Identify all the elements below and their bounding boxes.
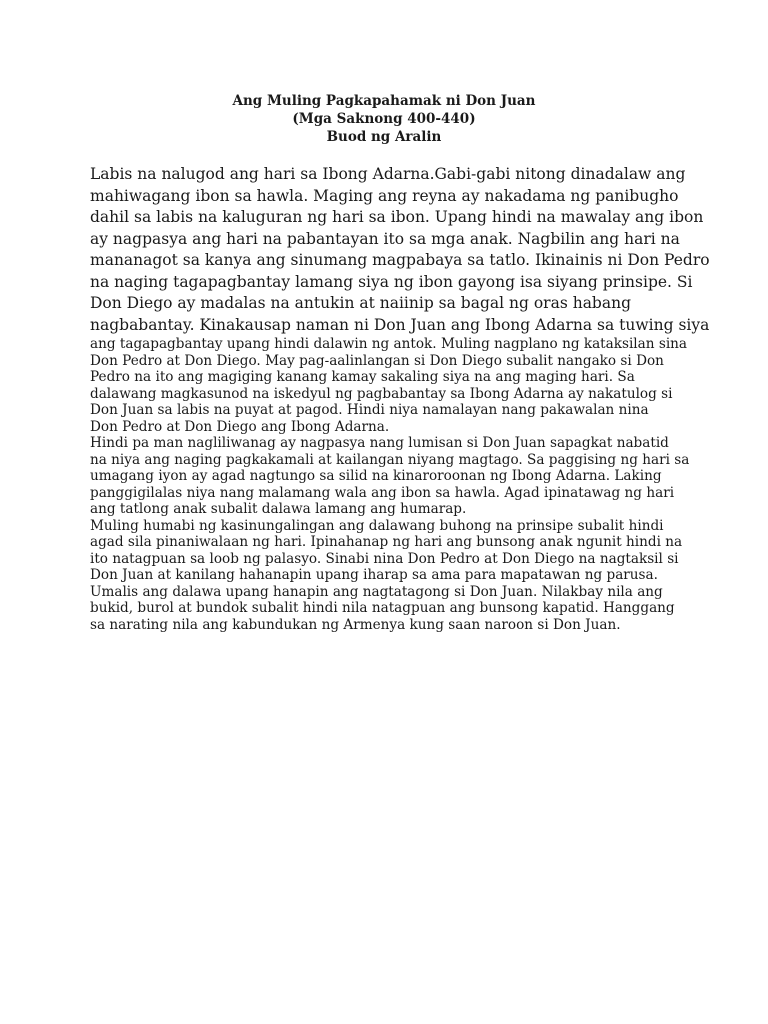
text-line: dalawang magkasunod na iskedyul ng pagbabantay sa Ibong Adarna ay nakatulog si (90, 385, 673, 402)
document-subtitle: (Mga Saknong 400-440) (292, 111, 476, 127)
paragraph-1-small (90, 336, 690, 435)
text-line: nagbabantay. Kinakausap naman ni Don Juan ang Ibong Adarna sa tuwing siya (90, 315, 710, 334)
text-line: na naging tagapagbantay lamang siya ng ibon gayong isa siyang prinsipe. Si (90, 272, 693, 291)
text-line: mananagot sa kanya ang sinumang magpabaya sa tatlo. Ikinainis ni Don Pedro (90, 251, 710, 269)
document-heading (0, 92, 768, 146)
paragraph-2 (90, 435, 690, 518)
document-section-label: Buod ng Aralin (326, 129, 442, 145)
text-line: Pedro na ito ang magiging kanang kamay sakaling siya na ang maging hari. Sa (90, 369, 635, 385)
text-line: Hindi pa man nagliliwanag ay nagpasya nang lumisan si Don Juan sapagkat nabatid (90, 435, 669, 451)
text-line: Muling humabi ng kasinungalingan ang dalawang buhong na prinsipe subalit hindi (90, 517, 664, 534)
text-line: umagang iyon ay agad nagtungo sa silid na kinaroroonan ng Ibong Adarna. Laking (90, 468, 662, 484)
text-line: ang tagapagbantay upang hindi dalawin ng antok. Muling nagplano ng kataksilan sina (90, 336, 688, 352)
paragraph-1-large (90, 164, 710, 336)
text-line: Don Pedro at Don Diego. May pag-aalinlangan si Don Diego subalit nangako si Don (90, 352, 664, 369)
text-line: Don Juan sa labis na puyat at pagod. Hindi niya namalayan nang pakawalan nina (90, 402, 649, 418)
text-line: na niya ang naging pagkakamali at kailangan niyang magtago. Sa paggising ng hari sa (90, 451, 690, 468)
text-line: Don Juan at kanilang hahanapin upang iharap sa ama para mapatawan ng parusa. (90, 567, 658, 583)
text-line: agad sila pinaniwalaan ng hari. Ipinahanap ng hari ang bunsong anak ngunit hindi na (90, 534, 683, 550)
text-line: bukid, burol at bundok subalit hindi nila natagpuan ang bunsong kapatid. Hanggang (90, 600, 675, 616)
text-line: dahil sa labis na kaluguran ng hari sa ibon. Upang hindi na mawalay ang ibon (90, 208, 704, 226)
text-line: ito natagpuan sa loob ng palasyo. Sinabi nina Don Pedro at Don Diego na nagtaksil si (90, 550, 679, 567)
text-line: Labis na nalugod ang hari sa Ibong Adarna.Gabi-gabi nitong dinadalaw ang (90, 165, 686, 183)
text-line: sa narating nila ang kabundukan ng Armenya kung saan naroon si Don Juan. (90, 616, 621, 633)
paragraph-3 (90, 518, 690, 634)
text-line: Umalis ang dalawa upang hanapin ang nagtatagong si Don Juan. Nilakbay nila ang (90, 583, 663, 600)
document-title: Ang Muling Pagkapahamak ni Don Juan (232, 93, 536, 109)
text-line: Don Pedro at Don Diego ang Ibong Adarna. (90, 418, 390, 435)
text-line: mahiwagang ibon sa hawla. Maging ang reyna ay nakadama ng panibugho (90, 186, 679, 205)
text-line: Don Diego ay madalas na antukin at naiinip sa bagal ng oras habang (90, 294, 632, 312)
text-line: ay nagpasya ang hari na pabantayan ito sa mga anak. Nagbilin ang hari na (90, 229, 680, 248)
text-line: panggigilalas niya nang malamang wala ang ibon sa hawla. Agad ipinatawag ng hari (90, 484, 675, 501)
text-line: ang tatlong anak subalit dalawa lamang ang humarap. (90, 501, 467, 517)
document-body (90, 164, 710, 633)
